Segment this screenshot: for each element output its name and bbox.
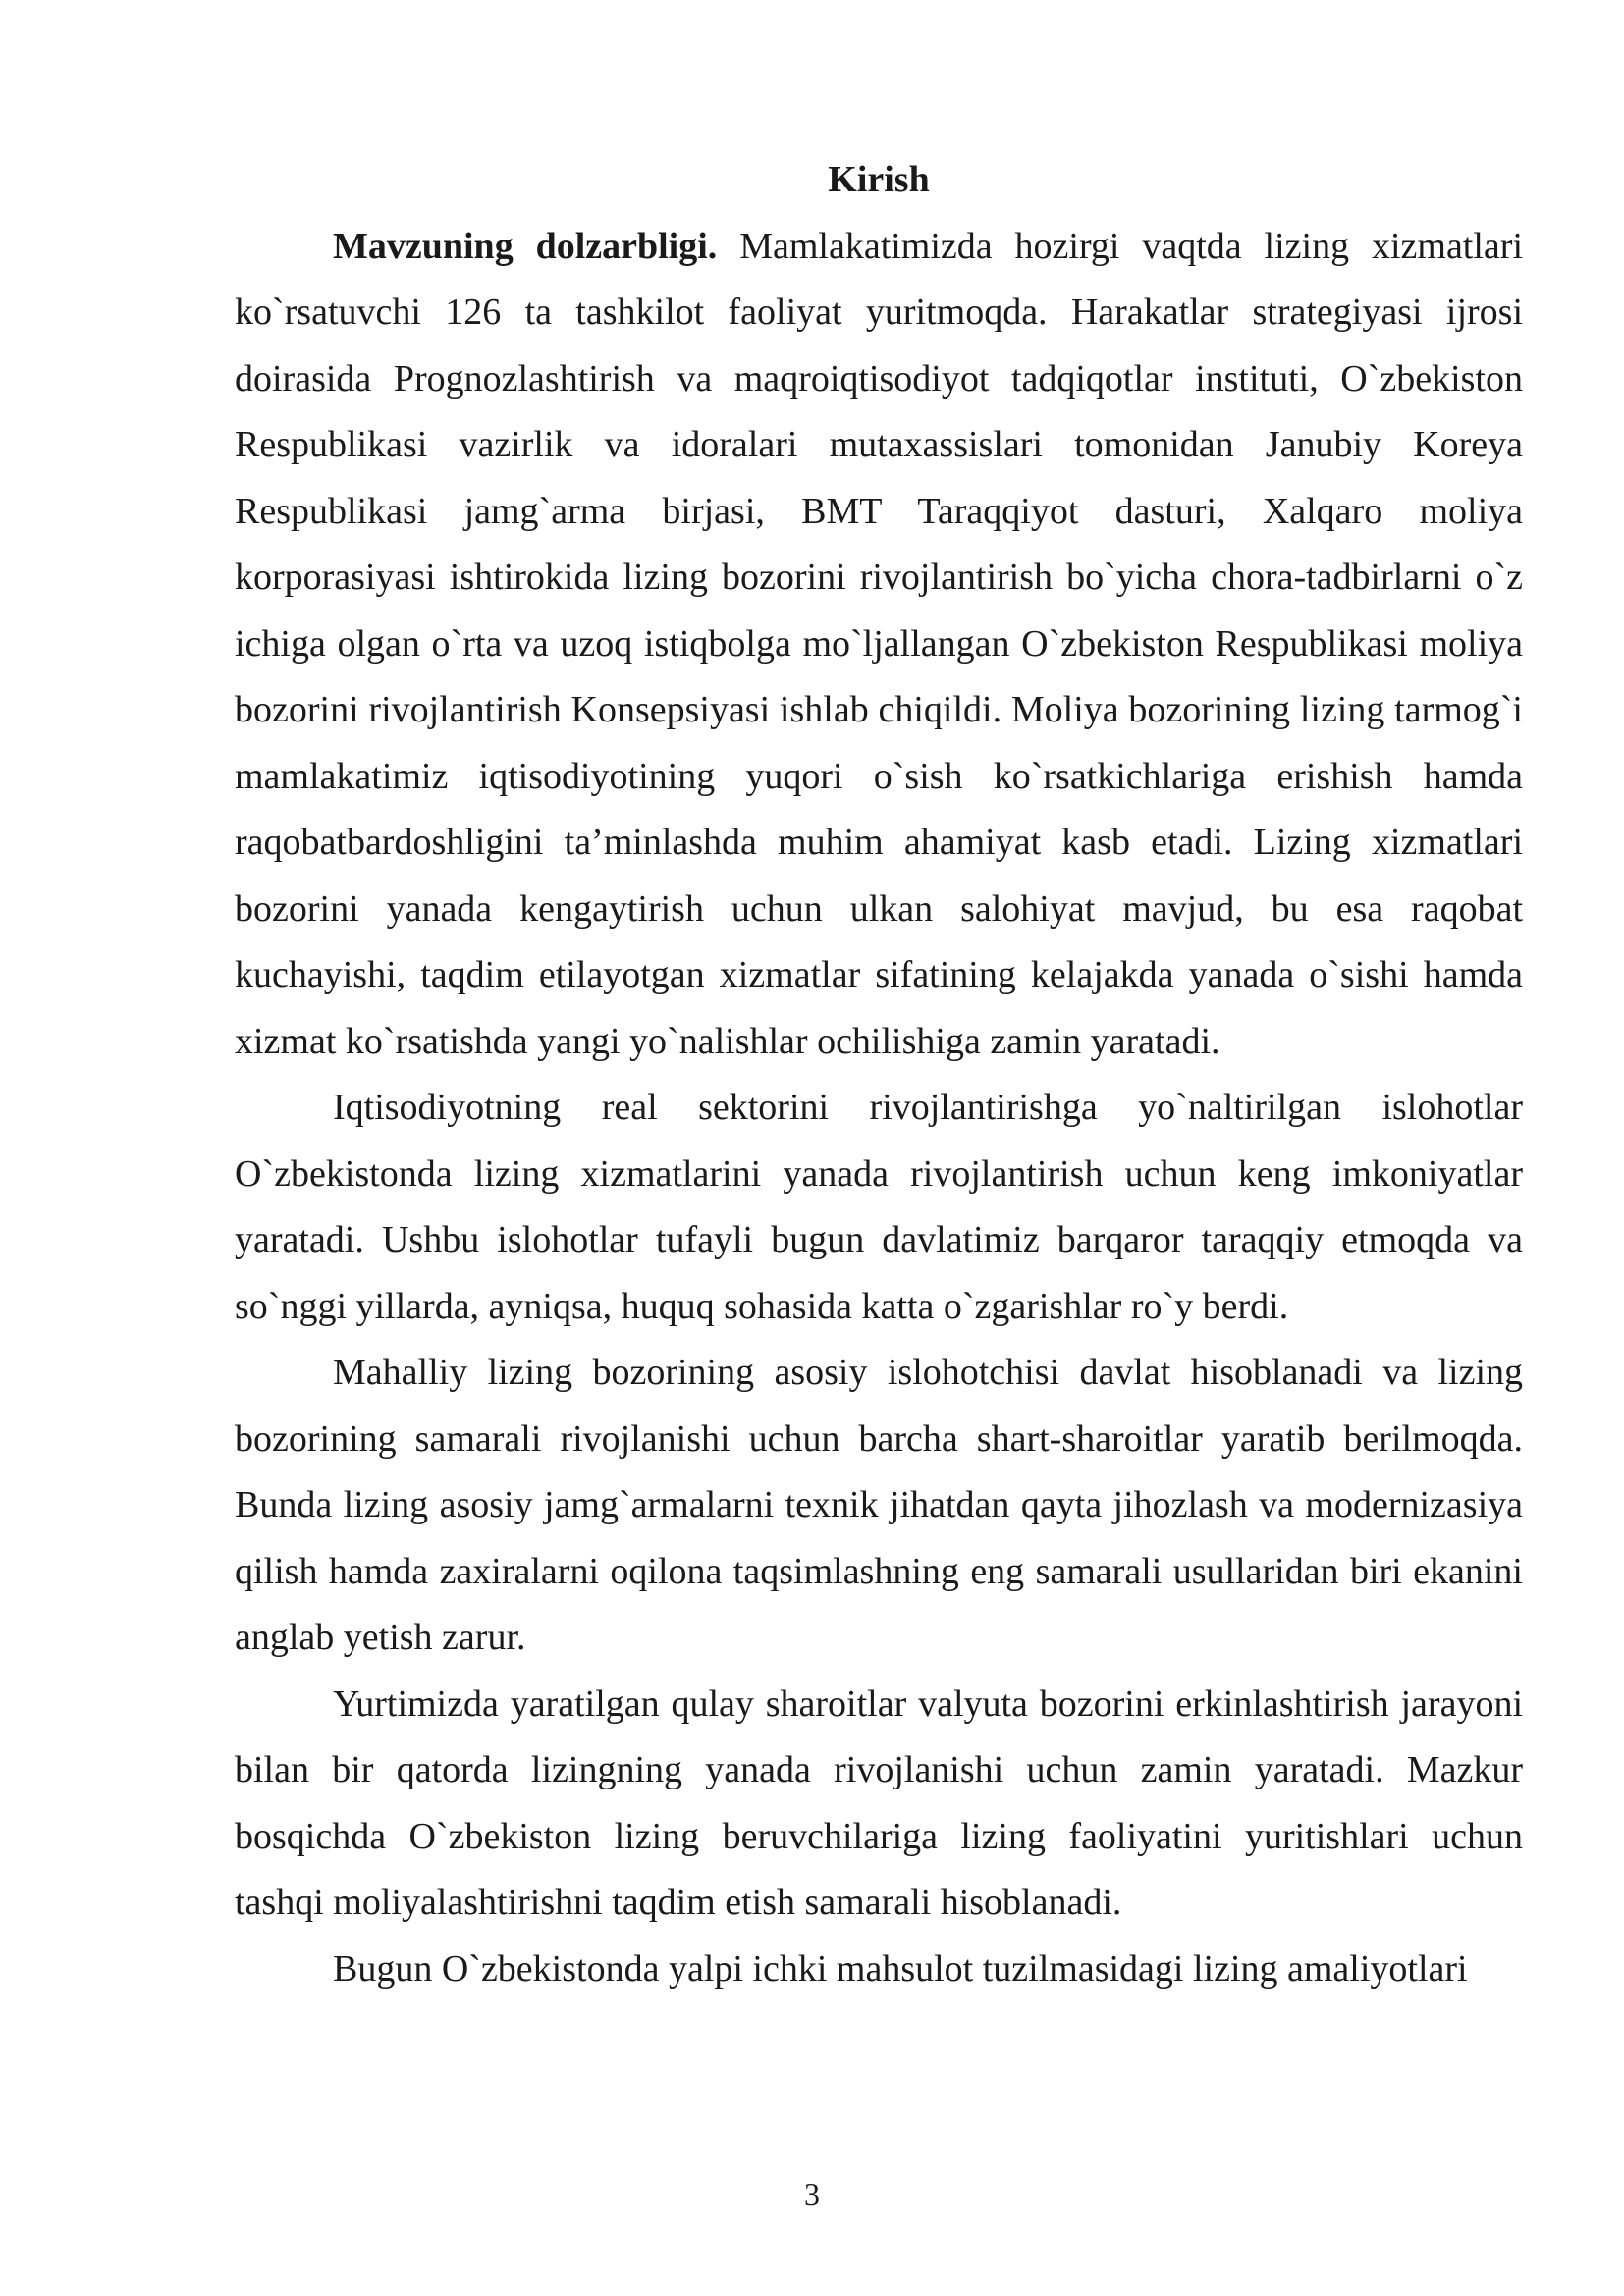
- paragraph-lead: Mavzuning dolzarbligi.: [333, 225, 718, 267]
- page-number: 3: [804, 2176, 820, 2212]
- section-heading: Kirish: [828, 159, 930, 200]
- page-content: [235, 147, 1523, 2002]
- paragraph-4: Yurtimizda yaratilgan qulay sharoitlar valyuta bozorini erkinlashtirish jarayoni bilan bir qatorda lizingning yanada rivojlanishi uchun zamin yaratadi. Mazkur bosqichda O`zbekiston lizing beruvchilariga lizing faoliyatini yuritishlari uchun tashqi moliyalashtirishni taqdim etish samarali hisoblanadi.: [235, 1682, 1523, 1923]
- paragraph-2: Iqtisodiyotning real sektorini rivojlantirishga yo`naltirilgan islohotlar O`zbekistonda lizing xizmatlarini yanada rivojlantirish uchun keng imkoniyatlar yaratadi. Ushbu islohotlar tufayli bugun davlatimiz barqaror taraqqiy etmoqda va so`nggi yillarda, ayniqsa, huquq sohasida katta o`zgarishlar ro`y berdi.: [235, 1087, 1523, 1327]
- paragraph-text: Mamlakatimizda hozirgi vaqtda lizing xizmatlari ko`rsatuvchi 126 ta tashkilot faoliyat yuritmoqda. Harakatlar strategiyasi ijrosi doirasida Prognozlashtirish va maqroiqtisodiyot tadqiqotlar instituti, O`zbekiston Respublikasi vazirlik va idoralari mutaxassislari tomonidan Janubiy Koreya Respublikasi jamg`arma birjasi, BMT Taraqqiyot dasturi, Xalqaro moliya korporasiyasi ishtirokida lizing bozorini rivojlantirish bo`yicha chora-tadbirlarni o`z ichiga olgan o`rta va uzoq istiqbolga mo`ljallangan O`zbekiston Respublikasi moliya bozorini rivojlantirish Konsepsiyasi ishlab chiqildi. Moliya bozorining lizing tarmog`i mamlakatimiz iqtisodiyotining yuqori o`sish ko`rsatkichlariga erishish hamda raqobatbardoshligini ta’minlashda muhim ahamiyat kasb etadi. Lizing xizmatlari bozorini yanada kengaytirish uchun ulkan salohiyat mavjud, bu esa raqobat kuchayishi, taqdim etilayotgan xizmatlar sifatining kelajakda yanada o`sishi hamda xizmat ko`rsatishda yangi yo`nalishlar ochilishiga zamin yaratadi.: [235, 225, 1523, 1062]
- paragraph-1: [235, 214, 1523, 1076]
- paragraph-5: Bugun O`zbekistonda yalpi ichki mahsulot tuzilmasidagi lizing amaliyotlari: [333, 1948, 1468, 1990]
- paragraph-3: Mahalliy lizing bozorining asosiy islohotchisi davlat hisoblanadi va lizing bozorining samarali rivojlanishi uchun barcha shart-sharoitlar yaratib berilmoqda. Bunda lizing asosiy jamg`armalarni texnik jihatdan qayta jihozlash va modernizasiya qilish hamda zaxiralarni oqilona taqsimlashning eng samarali usullaridan biri ekanini anglab yetish zarur.: [235, 1352, 1523, 1658]
